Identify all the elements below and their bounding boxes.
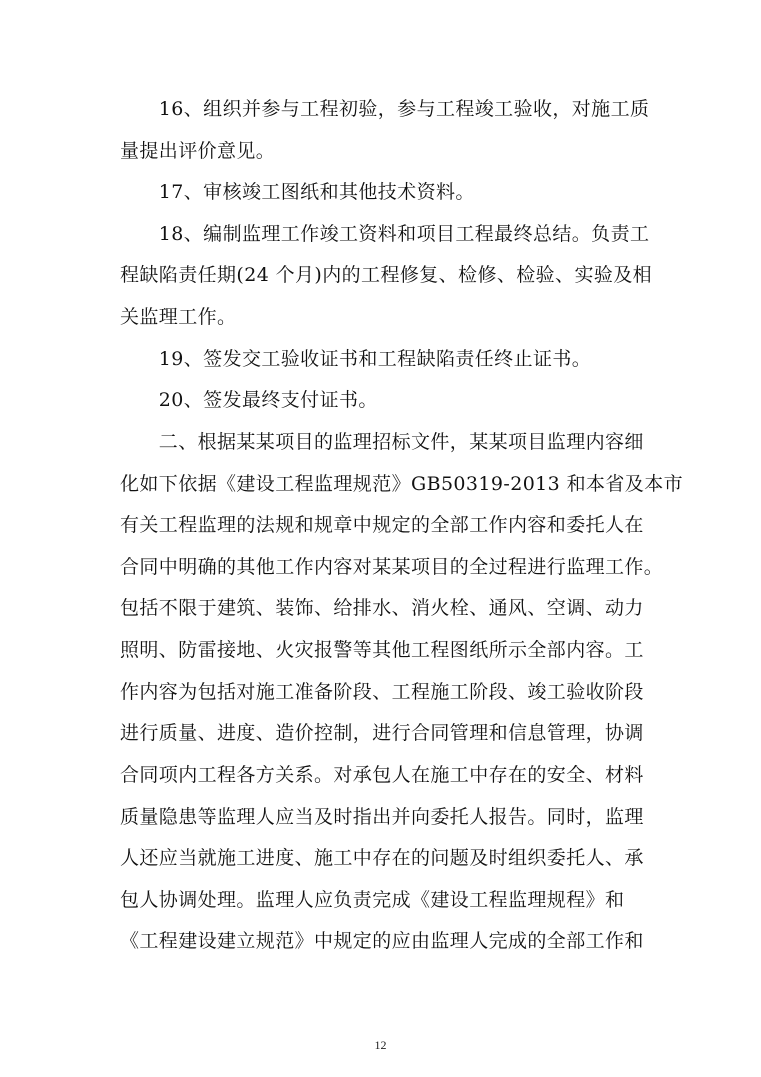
text-line: 20、签发最终支付证书。 bbox=[120, 389, 378, 411]
text-line: 化如下依据《建设工程监理规范》GB50319-2013 和本省及本市 bbox=[120, 473, 683, 495]
text-line: 进行质量、进度、造价控制，进行合同管理和信息管理，协调 bbox=[120, 722, 644, 744]
text-line: 作内容为包括对施工准备阶段、工程施工阶段、竣工验收阶段 bbox=[120, 681, 644, 703]
page-number: 12 bbox=[374, 1038, 387, 1052]
text-line: 二、根据某某项目的监理招标文件，某某项目监理内容细 bbox=[120, 431, 644, 453]
text-line: 17、审核竣工图纸和其他技术资料。 bbox=[120, 181, 475, 203]
text-line: 人还应当就施工进度、施工中存在的问题及时组织委托人、承 bbox=[120, 847, 644, 869]
text-line: 程缺陷责任期(24 个月)内的工程修复、检修、检验、实验及相 bbox=[120, 264, 653, 286]
text-line: 合同项内工程各方关系。对承包人在施工中存在的安全、材料 bbox=[120, 764, 644, 786]
text-line: 包括不限于建筑、装饰、给排水、消火栓、通风、空调、动力 bbox=[120, 597, 644, 619]
text-line: 关监理工作。 bbox=[120, 306, 237, 328]
text-line: 质量隐患等监理人应当及时指出并向委托人报告。同时，监理 bbox=[120, 806, 644, 828]
text-line: 18、编制监理工作竣工资料和项目工程最终总结。负责工 bbox=[120, 223, 650, 245]
text-line: 包人协调处理。监理人应负责完成《建设工程监理规程》和 bbox=[120, 889, 625, 911]
text-line: 量提出评价意见。 bbox=[120, 140, 276, 162]
text-line: 有关工程监理的法规和规章中规定的全部工作内容和委托人在 bbox=[120, 514, 644, 536]
text-line: 16、组织并参与工程初验，参与工程竣工验收，对施工质 bbox=[120, 98, 650, 120]
text-line: 《工程建设建立规范》中规定的应由监理人完成的全部工作和 bbox=[120, 930, 644, 952]
text-line: 照明、防雷接地、火灾报警等其他工程图纸所示全部内容。工 bbox=[120, 639, 644, 661]
text-line: 合同中明确的其他工作内容对某某项目的全过程进行监理工作。 bbox=[120, 556, 664, 578]
text-line: 19、签发交工验收证书和工程缺陷责任终止证书。 bbox=[120, 348, 592, 370]
